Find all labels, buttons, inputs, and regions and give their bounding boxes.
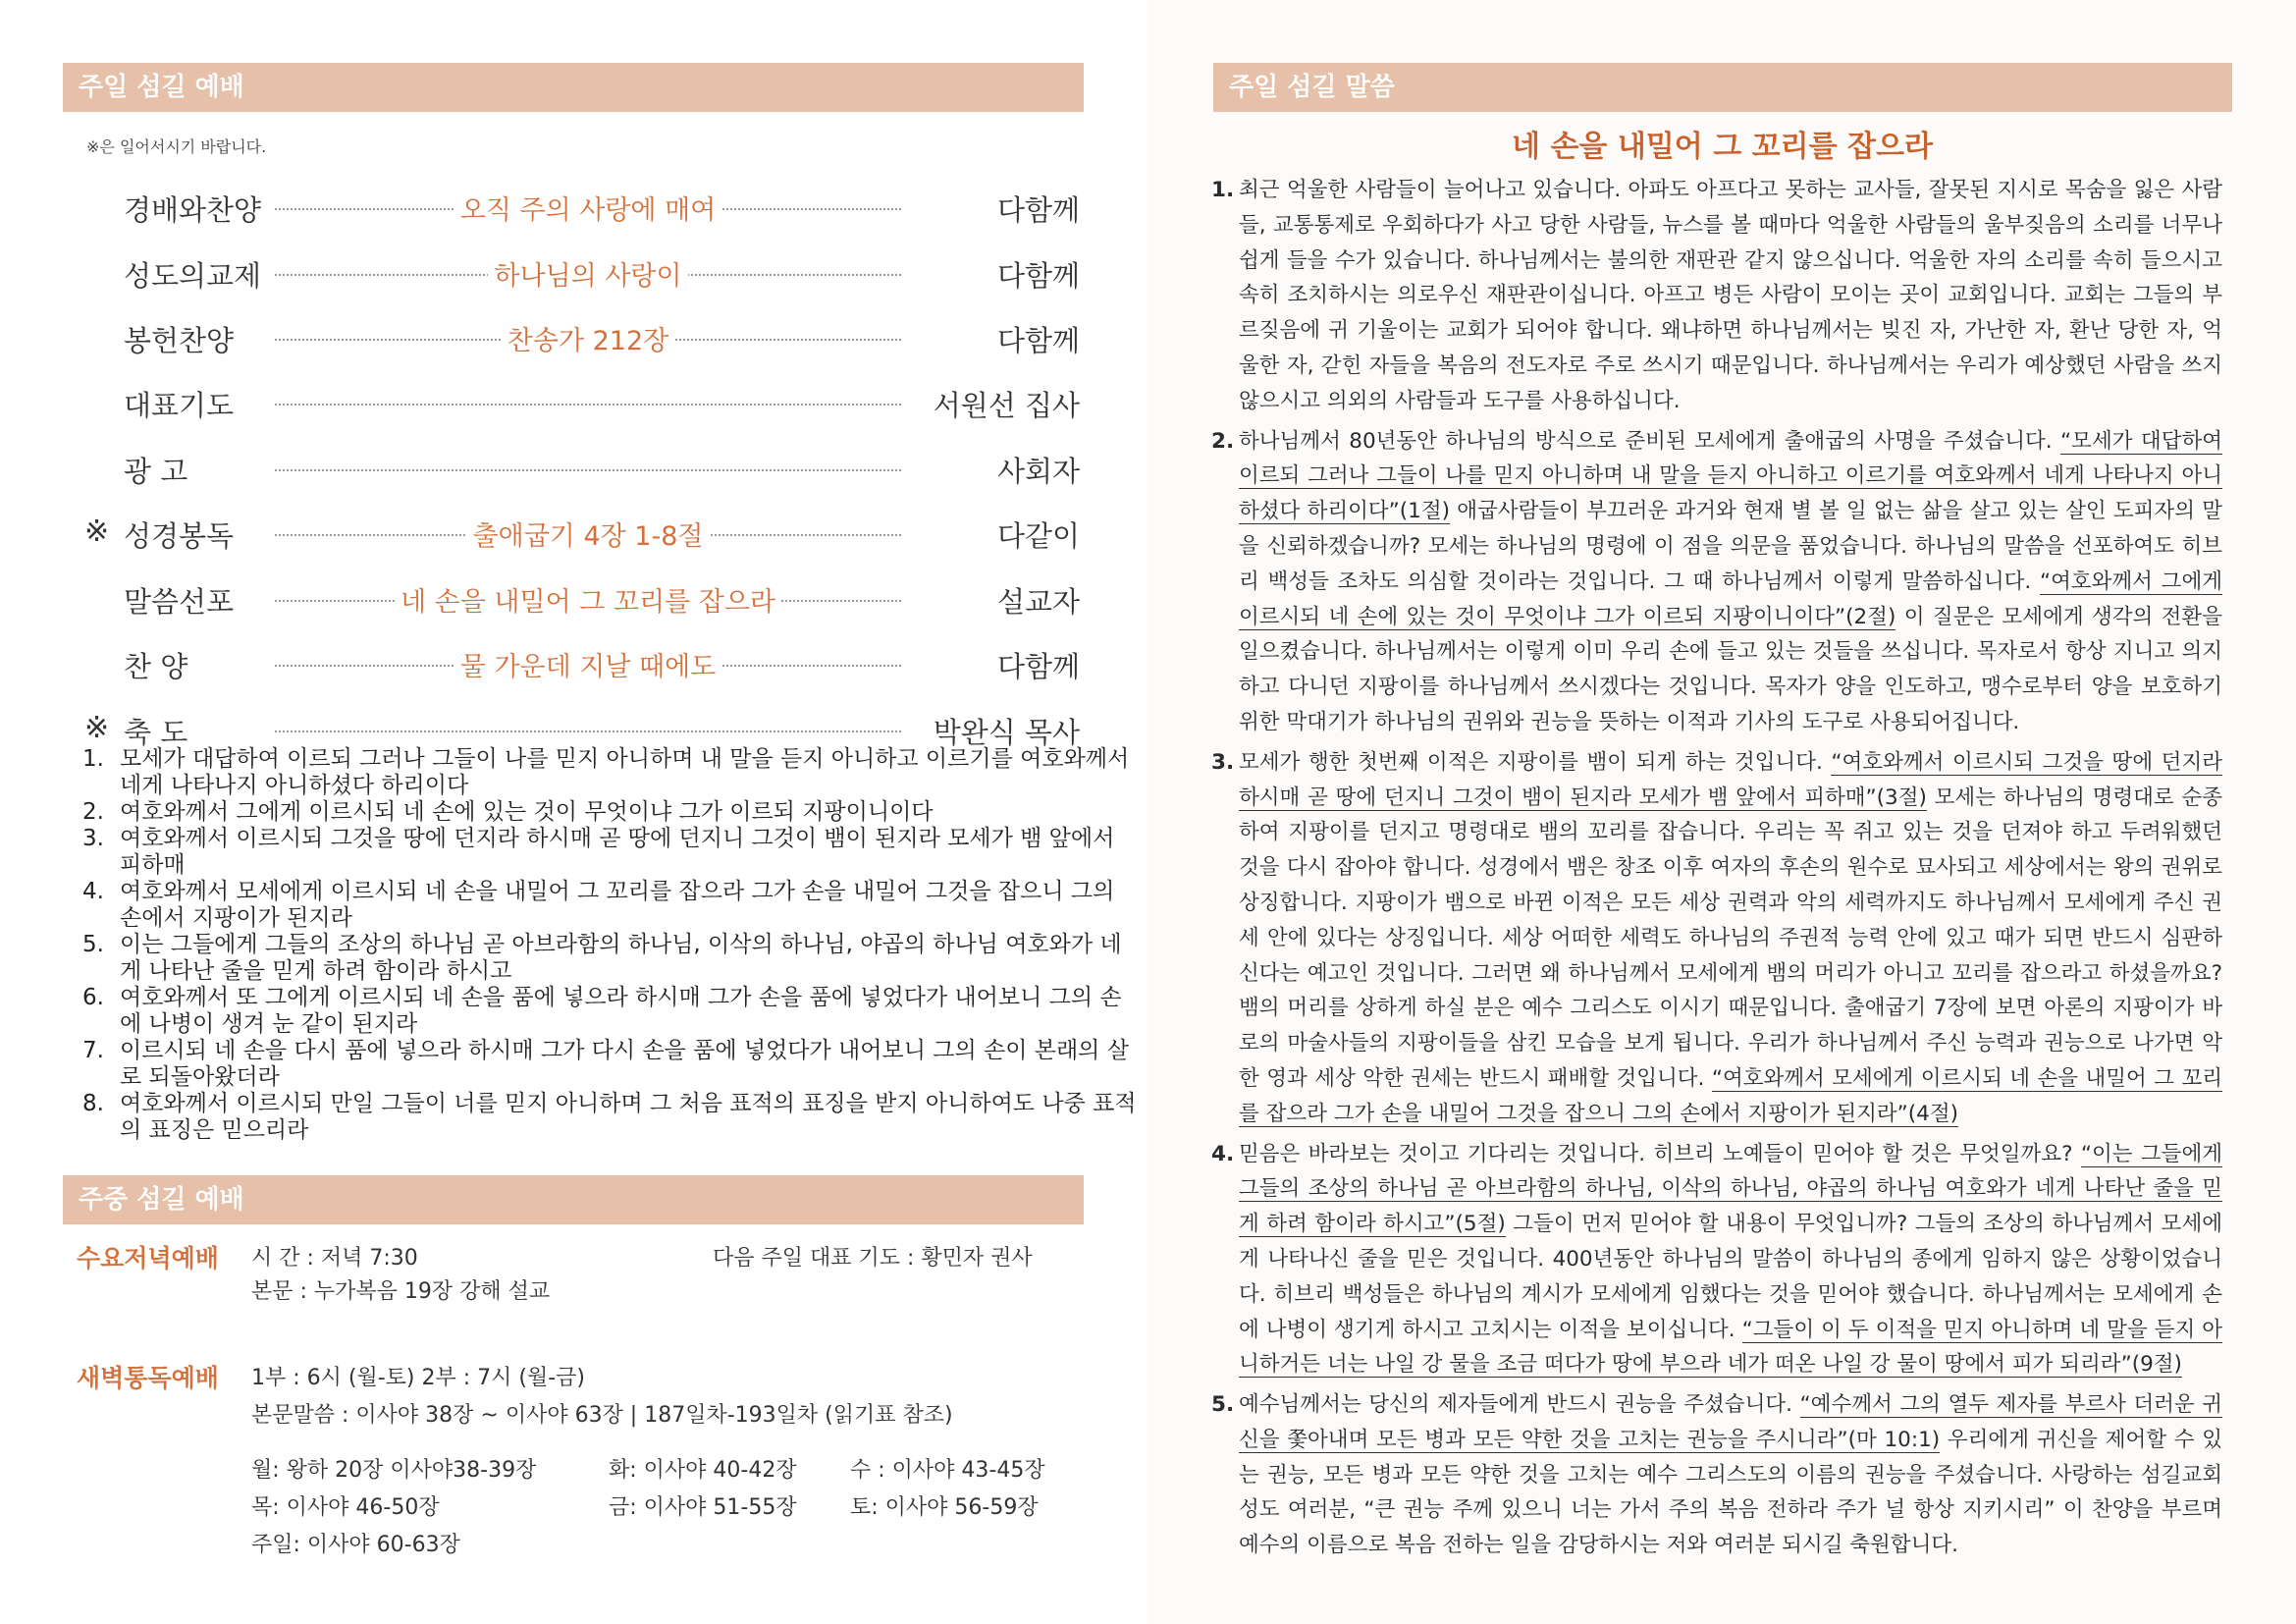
order-leader: 박완식 목사 [933,716,1080,749]
sermon-header: 주일 섬길 말씀 [1213,63,2232,112]
paragraph-text: 믿음은 바라보는 것이고 기다리는 것입니다. 히브리 노예들이 믿어야 할 것은 무엇일까요? [1239,1141,2081,1166]
verse-text: 여호와께서 이르시되 만일 그들이 너를 믿지 아니하며 그 처음 표적의 표징을 받지 아니하여도 나중 표적의 표징은 믿으리라 [120,1091,1137,1143]
scripture-quote: “여호와께서 이르시되 그것을 땅에 던지라 하시매 곧 땅에 던지니 그것이 뱀이 된지라 모세가 뱀 앞에서 피하매”(3절) [1239,749,2222,810]
paragraph-number: 3. [1211,749,1235,775]
paragraph-number: 2. [1211,428,1235,454]
dawn-text: 본문말씀 : 이사야 38장 ~ 이사야 63장 | 187일차-193일차 (읽기표 참조) [251,1403,953,1428]
order-leader: 다함께 [996,324,1080,357]
verse-number: 4. [82,879,104,904]
paragraph-text: 모세는 하나님의 명령대로 순종하여 지팡이를 던지고 명령대로 뱀의 꼬리를 잡습니다. 우리는 꼭 쥐고 있는 것을 던져야 하고 두려워했던 것을 다시 잡아야 합니다. 성경에서 뱀은 창조 이후 여자의 후손의 원수로 묘사되고 세상에서는 왕의 권위로 상징합니다. 지팡이가 뱀으로 바뀐 이적은 모든 세상 권력과 악의 세력까지도 하나님께서 모세에게 주신 권세 안에 있다는 상징입니다. 세상 어떠한 세력도 하나님의 주권적 능력 안에 있고 때가 되면 반드시 심판하신다는 예고인 것입니다. 그러면 왜 하나님께서 모세에게 뱀의 머리가 아니고 꼬리를 잡으라고 하셨을까요? 뱀의 머리를 상하게 하실 분은 예수 그리스도 이시기 때문입니다. 출애굽기 7장에 보면 아론의 지팡이가 바로의 마술사들의 지팡이들을 삼킨 모습을 보게 됩니다. 우리가 하나님께서 주신 능력과 권능으로 나가면 악한 영과 세상 악한 권세는 반드시 패배할 것입니다. [1239,785,2222,1091]
scripture-reading [82,746,1143,1144]
dotted-leader [275,404,901,406]
order-title: 찬 양 [124,650,188,683]
wednesday-service-label: 수요저녁예배 [77,1244,219,1272]
sermon-paragraph [1211,424,2222,740]
verse-item [82,746,1143,799]
order-row [0,572,1080,622]
order-row [0,507,1080,556]
paragraph-text: 이 질문은 모세에게 생각의 전환을 일으켰습니다. 하나님께서는 이렇게 이미 우리 손에 들고 있는 것들을 쓰십니다. 목자로서 항상 지니고 의지하고 다니던 지팡이를 하나님께서 쓰시겠다는 것입니다. 목자가 양을 인도하고, 맹수로부터 양을 보호하기 위한 막대기가 하나님의 권위와 권능을 뜻하는 이적과 기사의 도구로 사용되어집니다. [1239,604,2222,734]
verse-number: 5. [82,932,104,957]
order-content: 오직 주의 사랑에 매여 [275,189,901,227]
verse-number: 6. [82,985,104,1010]
dotted-leader [275,469,901,471]
verse-item [82,826,1143,879]
schedule-wed: 수 : 이사야 43-45장 [850,1458,1045,1483]
verse-text: 여호와께서 그에게 이르시되 네 손에 있는 것이 무엇이냐 그가 이르되 지팡이니이다 [120,799,934,825]
schedule-mon: 월: 왕하 20장 이사야38-39장 [251,1458,537,1483]
paragraph-text: 우리에게 귀신을 제어할 수 있는 권능, 모든 병과 모든 약한 것을 고치는 예수 그리스도의 이름의 권능을 주셨습니다. 사랑하는 섬길교회 성도 여러분, “큰 권능 주께 있으니 너는 가서 주의 복음 전하라 주가 널 항상 지키시리” 이 찬양을 부르며 예수의 이름으로 복음 전하는 일을 감당하시는 저와 여러분 되시길 축원합니다. [1239,1427,2222,1558]
sermon-title: 네 손을 내밀어 그 꼬리를 잡으라 [1512,130,1933,164]
schedule-tue: 화: 이사야 40-42장 [609,1458,797,1483]
order-content: 찬송가 212장 [275,319,901,357]
paragraph-text: 하나님께서 80년동안 하나님의 방식으로 준비된 모세에게 출애굽의 사명을 주셨습니다. [1239,428,2061,454]
order-content: 물 가운데 지날 때에도 [275,645,901,683]
schedule-sun: 주일: 이사야 60-63장 [251,1533,460,1557]
order-title: 대표기도 [124,389,235,422]
schedule-fri: 금: 이사야 51-55장 [609,1495,797,1520]
wednesday-time: 시 간 : 저녁 7:30 [251,1246,418,1271]
paragraph-number: 5. [1211,1392,1235,1418]
dawn-times: 1부 : 6시 (월-토) 2부 : 7시 (월-금) [251,1366,585,1390]
order-leader: 다같이 [996,519,1080,553]
verse-text: 모세가 대답하여 이르되 그러나 그들이 나를 믿지 아니하며 내 말을 듣지 아니하고 이르기를 여호와께서 네게 나타나지 아니하셨다 하리이다 [120,746,1130,798]
order-title: 축 도 [124,716,188,749]
order-title: 성경봉독 [124,519,235,553]
wednesday-text: 본문 : 누가복음 19장 강해 설교 [251,1279,551,1304]
order-title: 봉헌찬양 [124,324,235,357]
verse-number: 3. [82,826,104,851]
order-leader: 다함께 [996,259,1080,293]
order-row [0,703,1080,752]
paragraph-number: 1. [1211,178,1235,202]
order-leader: 다함께 [996,650,1080,683]
paragraph-text: 예수님께서는 당신의 제자들에게 반드시 권능을 주셨습니다. [1239,1392,1800,1418]
verse-text: 여호와께서 모세에게 이르시되 네 손을 내밀어 그 꼬리를 잡으라 그가 손을 내밀어 그것을 잡으니 그의 손에서 지팡이가 된지라 [120,879,1115,931]
order-row [0,311,1080,360]
order-row [0,637,1080,686]
scripture-quote: “모세가 대답하여 이르되 그러나 그들이 나를 믿지 아니하며 내 말을 듣지 아니하고 이르기를 여호와께서 네게 나타나지 아니하셨다 하리이다”(1절) [1239,428,2223,524]
order-leader: 다함께 [996,193,1080,227]
paragraph-number: 4. [1211,1141,1235,1166]
order-title: 말씀선포 [124,585,235,619]
verse-text: 이는 그들에게 그들의 조상의 하나님 곧 아브라함의 하나님, 이삭의 하나님, 야곱의 하나님 여호와가 네게 나타난 줄을 믿게 하려 함이라 하시고 [120,932,1122,984]
order-row [0,442,1080,491]
order-row [0,246,1080,296]
verse-item [82,932,1143,985]
scripture-quote: “이는 그들에게 그들의 조상의 하나님 곧 아브라함의 하나님, 이삭의 하나님, 야곱의 하나님 여호와가 네게 나타난 줄을 믿게 하려 함이라 하시고”(5절) [1239,1141,2222,1237]
verse-text: 여호와께서 이르시되 그것을 땅에 던지라 하시매 곧 땅에 던지니 그것이 뱀이 된지라 모세가 뱀 앞에서 피하매 [120,826,1115,878]
order-row [0,376,1080,425]
verse-item [82,799,1143,826]
paragraph-text: 모세가 행한 첫번째 이적은 지팡이를 뱀이 되게 하는 것입니다. [1239,749,1832,775]
schedule-sat: 토: 이사야 56-59장 [850,1495,1039,1520]
order-leader: 사회자 [996,455,1080,488]
dawn-service-label: 새벽통독예배 [77,1364,219,1392]
standing-mark: ※ [84,514,110,549]
schedule-thu: 목: 이사야 46-50장 [251,1495,440,1520]
sermon-paragraph [1211,1387,2222,1563]
verse-item [82,1038,1143,1091]
sermon-paragraph [1211,1137,2222,1383]
sermon-body [1211,173,2222,1568]
verse-item [82,879,1143,932]
order-content: 하나님의 사랑이 [275,254,901,293]
verse-item [82,1091,1143,1144]
scripture-quote: “여호와께서 모세에게 이르시되 네 손을 내밀어 그 꼬리를 잡으라 그가 손을 내밀어 그것을 잡으니 그의 손에서 지팡이가 된지라”(4절) [1239,1065,2223,1126]
weekday-worship-header: 주중 섬길 예배 [63,1175,1084,1224]
verse-number: 2. [82,799,104,825]
standing-mark: ※ [84,711,110,745]
verse-item [82,985,1143,1038]
next-prayer: 다음 주일 대표 기도 : 황민자 권사 [713,1246,1033,1271]
verse-text: 여호와께서 또 그에게 이르시되 네 손을 품에 넣으라 하시매 그가 손을 품에 넣었다가 내어보니 그의 손에 나병이 생겨 눈 같이 된지라 [120,985,1122,1037]
scripture-quote: “여호와께서 그에게 이르시되 네 손에 있는 것이 무엇이냐 그가 이르되 지팡이니이다”(2절) [1239,568,2222,629]
scripture-quote: “그들이 이 두 이적을 믿지 아니하며 네 말을 듣지 아니하거든 너는 나일 강 물을 조금 떠다가 땅에 부으라 네가 떠온 나일 강 물이 땅에서 피가 되리라”(9절) [1239,1317,2222,1378]
paragraph-text: 애굽사람들이 부끄러운 과거와 현재 별 볼 일 없는 삶을 살고 있는 살인 도피자의 말을 신뢰하겠습니까? 모세는 하나님의 명령에 이 점을 의문을 품었습니다. 하나님의 말씀을 선포하여도 히브리 백성들 조차도 의심할 것이라는 것입니다. 그 때 하나님께서 이렇게 말씀하십니다. [1239,499,2222,594]
verse-text: 이르시되 네 손을 다시 품에 넣으라 하시매 그가 다시 손을 품에 넣었다가 내어보니 그의 손이 본래의 살로 되돌아왔더라 [120,1038,1129,1090]
dotted-leader [275,731,901,732]
verse-number: 7. [82,1038,104,1063]
scripture-quote: “예수께서 그의 열두 제자를 부르사 더러운 귀신을 쫓아내며 모든 병과 모든 약한 것을 고치는 권능을 주시니라”(마 10:1) [1239,1392,2222,1452]
order-leader: 설교자 [996,585,1080,619]
order-content: 출애굽기 4장 1-8절 [275,514,901,553]
sunday-worship-header: 주일 섬길 예배 [63,63,1084,112]
paragraph-text: 그들이 먼저 믿어야 할 내용이 무엇입니까? 그들의 조상의 하나님께서 모세에게 나타나신 줄을 믿은 것입니다. 400년동안 하나님의 말씀이 하나님의 종에게 임하지 않은 상황이었습니다. 히브리 백성들은 하나님의 계시가 모세에게 임했다는 것을 믿어야 했습니다. 하나님께서는 모세에게 손에 나병이 생기게 하시고 고치시는 이적을 보이십니다. [1239,1212,2222,1342]
sermon-paragraph [1211,745,2222,1132]
order-title: 성도의교제 [124,259,262,293]
sermon-paragraph [1211,173,2222,419]
standing-note: ※은 일어서시기 바랍니다. [86,137,267,156]
order-row [0,181,1080,230]
verse-number: 1. [82,746,104,772]
verse-number: 8. [82,1091,104,1116]
order-title: 광 고 [124,455,188,488]
order-title: 경배와찬양 [124,193,262,227]
order-leader: 서원선 집사 [933,389,1080,422]
paragraph-text: 최근 억울한 사람들이 늘어나고 있습니다. 아파도 아프다고 못하는 교사들, 잘못된 지시로 목숨을 잃은 사람들, 교통통제로 우회하다가 사고 당한 사람들, 뉴스를 볼 때마다 억울한 사람들의 울부짖음의 소리를 너무나 쉽게 들을 수가 있습니다. 하나님께서는 불의한 재판관 같지 않으십니다. 억울한 자의 소리를 속히 들으시고 속히 조치하시는 의로우신 재판관이십니다. 아프고 병든 사람이 모이는 곳이 교회입니다. 교회는 그들의 부르짖음에 귀 기울이는 교회가 되어야 합니다. 왜냐하면 하나님께서는 빚진 자, 가난한 자, 환난 당한 자, 억울한 자, 갇힌 자들을 복음의 전도자로 주로 쓰시기 때문입니다. 하나님께서는 우리가 예상했던 사람을 쓰지 않으시고 의외의 사람들과 도구를 사용하십니다. [1239,178,2222,413]
order-content: 네 손을 내밀어 그 꼬리를 잡으라 [275,580,901,619]
